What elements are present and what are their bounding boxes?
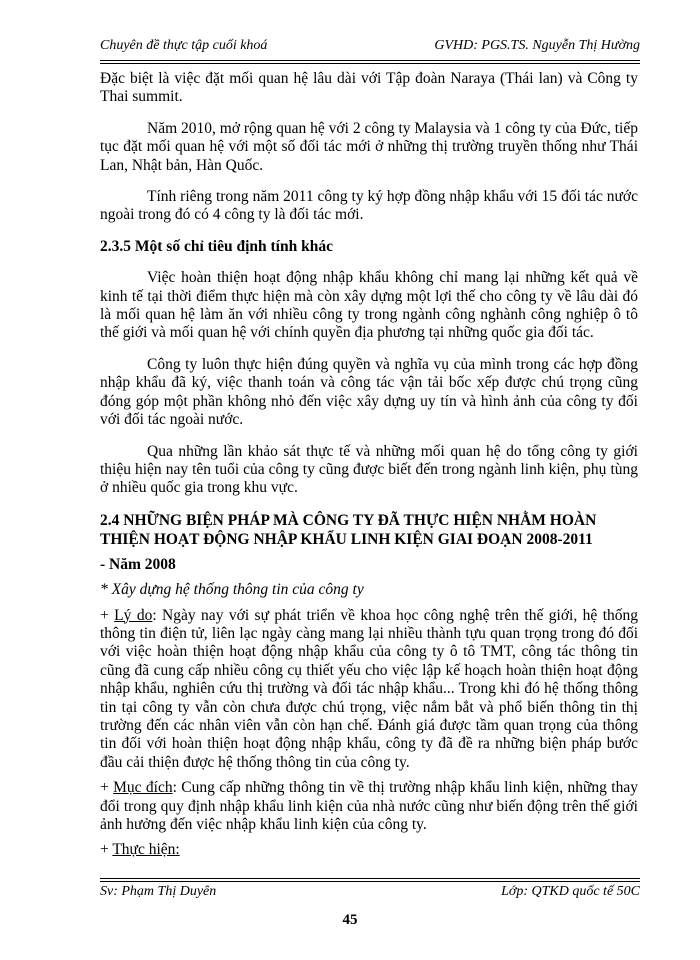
document-body — [100, 70, 638, 860]
header-course-title: Chuyên đề thực tập cuối khoá — [100, 38, 268, 53]
year-heading-2008: - Năm 2008 — [100, 555, 176, 573]
subheading-information-system: * Xây dựng hệ thống thông tin của công ty — [100, 581, 364, 599]
paragraph-reason — [100, 607, 638, 773]
purpose-label: Mục đích — [113, 779, 173, 797]
header-supervisor: GVHD: PGS.TS. Nguyễn Thị Hường — [434, 38, 640, 53]
paragraph-2011: Tính riêng trong năm 2011 công ty ký hợp đồng nhập khẩu với 15 đối tác nước ngoài trong đó có 4 công ty là đối tác mới. — [100, 188, 638, 224]
impl-label-text: Thực hiện — [112, 841, 176, 859]
header-rule — [100, 60, 640, 61]
purpose-prefix: + — [100, 779, 114, 797]
impl-prefix: + — [100, 841, 113, 859]
paragraph-purpose — [100, 779, 638, 834]
paragraph-2010: Năm 2010, mở rộng quan hệ với 2 công ty Malaysia và 1 công ty của Đức, tiếp tục đặt mối quan hệ với một số đối tác mới ở những thị trường truyền thống như Thái Lan, Nhật bản, Hàn Quốc. — [100, 119, 638, 174]
impl-label-colon: : — [175, 841, 180, 859]
section-heading-2-4: 2.4 NHỮNG BIỆN PHÁP MÀ CÔNG TY ĐÃ THỰC HIỆN NHẰM HOÀN THIỆN HOẠT ĐỘNG NHẬP KHẨU LINH KIỆN GIAI ĐOẠN 2008-2011 — [100, 511, 597, 548]
paragraph-naraya: Đặc biệt là việc đặt mối quan hệ lâu dài với Tập đoàn Naraya (Thái lan) và Công ty Thai summit. — [100, 70, 638, 106]
page-number: 45 — [342, 912, 358, 928]
reason-label: Lý do — [114, 606, 153, 624]
paragraph-long-term-benefits: Việc hoàn thiện hoạt động nhập khẩu không chỉ mang lại những kết quả về kinh tế tại thời điểm thực hiện mà còn xây dựng một lợi thế cho công ty về lâu dài đó là mối quan hệ làm ăn với nhiều công ty trong ngành công nghành công nghiệp ô tô thế giới và mối quan hệ với chính quyền địa phương tại những quốc gia đối tác. — [100, 269, 638, 342]
paragraph-obligations: Công ty luôn thực hiện đúng quyền và nghĩa vụ của mình trong các hợp đồng nhập khẩu đã ký, việc thanh toán và công tác vận tải bốc xếp được chú trọng cũng đóng góp một phần không nhỏ đến việc xây dựng uy tín và hình ảnh của công ty đối với đối tác ngoài nước. — [100, 355, 638, 429]
footer-rule-thick — [100, 878, 640, 879]
page-header — [100, 38, 640, 60]
footer-rule — [100, 881, 640, 882]
header-rule-thick — [100, 63, 640, 64]
paragraph-reputation: Qua những lần khảo sát thực tế và những mối quan hệ do tổng công ty giới thiệu hiện nay tên tuổi của công ty cũng được biết đến trong ngành linh kiện, phụ tùng ở nhiều quốc gia trong khu vực. — [100, 442, 638, 497]
reason-prefix: + — [100, 606, 115, 624]
paragraph-implementation — [100, 841, 638, 859]
page-footer — [100, 884, 640, 904]
footer-student: Sv: Phạm Thị Duyên — [100, 884, 217, 899]
impl-label — [112, 841, 179, 858]
reason-text: : Ngày nay với sự phát triển về khoa học công nghệ trên thế giới, hệ thống thông tin điện tử, liên lạc ngày càng mang lại nhiều thành tựu quan trọng trong đó đối với việc hoàn thiện hoạt động nhập khẩu của công ty ô tô TMT, công tác thông tin cũng đã cung cấp nhiều công cụ thiết yếu cho việc lập kế hoạch hoàn thiện hoạt động nhập khẩu, nghiên cứu thị trường và đối tác nhập khẩu... Trong khi đó hệ thống thông tin tại công ty vẫn còn chưa được chú trọng, việc nắm bắt và phổ biến thông tin thị trường đến các nhân viên vẫn còn hạn chế. Đánh giá được tầm quan trọng của thông tin đối với hoàn thiện hoạt động nhập khẩu, công ty đã đề ra những biện pháp bước đầu cải thiện được hệ thống thông tin của công ty. — [100, 606, 638, 771]
footer-class: Lớp: QTKD quốc tế 50C — [501, 884, 640, 899]
section-heading-2-3-5: 2.3.5 Một số chỉ tiêu định tính khác — [100, 237, 333, 255]
purpose-text: : Cung cấp những thông tin về thị trường nhập khẩu linh kiện, những thay đổi trong quy định nhập khẩu linh kiện của nhà nước cũng như biến động trên thế giới ảnh hưởng đến việc nhập khẩu linh kiện của công ty. — [100, 779, 638, 833]
